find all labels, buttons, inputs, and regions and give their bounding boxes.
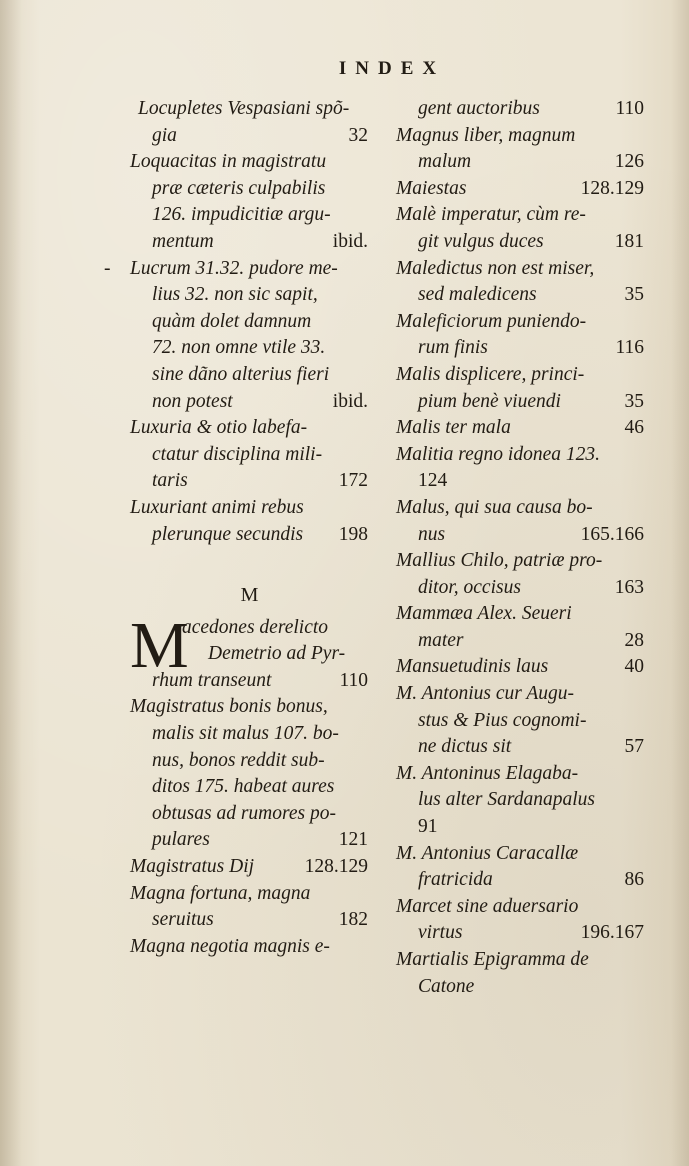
index-entry: fratricida 86 <box>396 867 646 894</box>
index-entry: malum 126 <box>396 149 646 176</box>
index-entry: Locupletes Vespasiani spõ- <box>138 98 350 119</box>
index-entry: virtus 196.167 <box>396 920 646 947</box>
index-entry: præ cæteris culpabilis <box>152 177 326 199</box>
index-entry: pulares 121 <box>130 827 370 854</box>
index-entry: Malitia regno idonea 123. <box>396 443 601 465</box>
page-ref: ibid. <box>332 230 368 252</box>
index-entry: ctatur disciplina mili- <box>152 443 323 465</box>
page-ref: 126 <box>614 151 644 173</box>
page-ref: 121 <box>338 829 368 851</box>
index-entry: lus alter Sardanapalus <box>418 789 595 811</box>
dropcap-letter: M <box>130 608 189 682</box>
page-ref: 40 <box>624 656 644 678</box>
index-entry: M. Antoninus Elagaba- <box>396 762 579 784</box>
index-entry: taris 172 <box>130 468 370 495</box>
index-entry: rhum transeunt 110 <box>130 668 370 695</box>
page-ref: 46 <box>624 417 644 439</box>
page-ref: 32 <box>348 124 368 146</box>
index-entry: stus & Pius cognomi- <box>418 709 587 731</box>
index-entry: ditor, occisus 163 <box>396 575 646 602</box>
index-entry: mater 28 <box>396 628 646 655</box>
index-entry: gia 32 <box>130 123 370 150</box>
page-edge-shadow <box>671 0 689 1166</box>
index-entry: Malè imperatur, cùm re- <box>396 204 586 226</box>
index-entry: nus 165.166 <box>396 522 646 549</box>
index-entry: Magistratus bonis bonus, <box>130 696 328 718</box>
index-entry: plerunque secundis 198 <box>130 522 370 549</box>
index-entry: 91 <box>418 816 438 838</box>
index-entry: Maiestas 128.129 <box>396 176 646 203</box>
index-entry: Magna negotia magnis e- <box>130 935 330 957</box>
page-ref: 116 <box>615 337 644 359</box>
page-ref: 28 <box>624 629 644 651</box>
page-ref: 163 <box>614 576 644 598</box>
page-ref: 196.167 <box>580 922 644 944</box>
index-entry: Maleficiorum puniendo- <box>396 310 587 332</box>
index-entry: Magnus liber, magnum <box>396 124 576 146</box>
index-entry: 72. non omne vtile 33. <box>152 337 326 359</box>
page-ref: 182 <box>338 909 368 931</box>
index-entry: Loquacitas in magistratu <box>130 151 327 173</box>
left-column <box>104 96 370 960</box>
page-ref: 128.129 <box>580 177 644 199</box>
page-ref: 86 <box>624 869 644 891</box>
page-ref: 172 <box>338 470 368 492</box>
index-entry: M. Antonius Caracallæ <box>396 842 579 864</box>
index-entry: Luxuriant animi rebus <box>130 496 304 518</box>
page-ref: 181 <box>614 230 644 252</box>
index-entry: - Lucrum 31.32. pudore me- <box>104 257 338 279</box>
index-entry: sine dãno alterius fieri <box>152 363 330 385</box>
page-ref: 57 <box>624 736 644 758</box>
index-entry: Catone <box>418 975 475 997</box>
page-ref: 35 <box>624 284 644 306</box>
index-entry: malis sit malus 107. bo- <box>152 723 339 745</box>
page-ref: 128.129 <box>304 856 368 878</box>
index-entry: seruitus 182 <box>130 907 370 934</box>
index-entry: 126. impudicitiæ argu- <box>152 204 331 226</box>
index-entry: nus, bonos reddit sub- <box>152 749 325 771</box>
index-entry: Magna fortuna, magna <box>130 882 311 904</box>
index-entry: Marcet sine aduersario <box>396 895 579 917</box>
index-entry: git vulgus duces 181 <box>396 229 646 256</box>
page-ref: 110 <box>615 98 644 119</box>
index-entry: obtusas ad rumores po- <box>152 802 336 824</box>
index-entry: lius 32. non sic sapit, <box>152 284 318 306</box>
index-entry: Malus, qui sua causa bo- <box>396 496 593 518</box>
index-entry: pium benè viuendi 35 <box>396 389 646 416</box>
page-ref: 165.166 <box>580 523 644 545</box>
index-entry: Malis ter mala 46 <box>396 415 646 442</box>
index-entry: rum finis 116 <box>396 335 646 362</box>
page-spine-shadow <box>0 0 22 1166</box>
index-entry: ditos 175. habeat aures <box>152 776 335 798</box>
page-ref: 198 <box>338 523 368 545</box>
index-entry: Mallius Chilo, patriæ pro- <box>396 550 603 572</box>
index-entry: sed maledicens 35 <box>396 282 646 309</box>
dropcap-entry <box>130 608 370 695</box>
index-entry: Mammæa Alex. Seueri <box>396 603 572 625</box>
index-entry: Malis displicere, princi- <box>396 363 585 385</box>
index-entry: Martialis Epigramma de <box>396 949 589 970</box>
page-ref: 35 <box>624 390 644 412</box>
index-entry: Magistratus Dij 128.129 <box>130 854 370 881</box>
index-entry: acedones derelicto <box>182 616 329 638</box>
index-entry: mentum ibid. <box>130 229 370 256</box>
index-entry: 124 <box>418 470 448 492</box>
section-heading: M <box>240 583 260 606</box>
index-entry: Luxuria & otio labefa- <box>130 417 308 439</box>
index-entry: M. Antonius cur Augu- <box>396 683 575 705</box>
index-entry: Mansuetudinis laus 40 <box>396 654 646 681</box>
right-column <box>396 96 646 1000</box>
page-ref: 110 <box>339 669 368 691</box>
index-entry: non potest ibid. <box>130 389 370 416</box>
page-ref: ibid. <box>332 390 368 412</box>
index-entry: quàm dolet damnum <box>152 310 312 332</box>
index-entry: Maledictus non est miser, <box>396 257 595 279</box>
page-header: INDEX <box>338 58 446 79</box>
index-entry: Demetrio ad Pyr- <box>208 643 346 665</box>
index-entry: ne dictus sit 57 <box>396 734 646 761</box>
index-entry: gent auctoribus 110 <box>396 96 646 123</box>
